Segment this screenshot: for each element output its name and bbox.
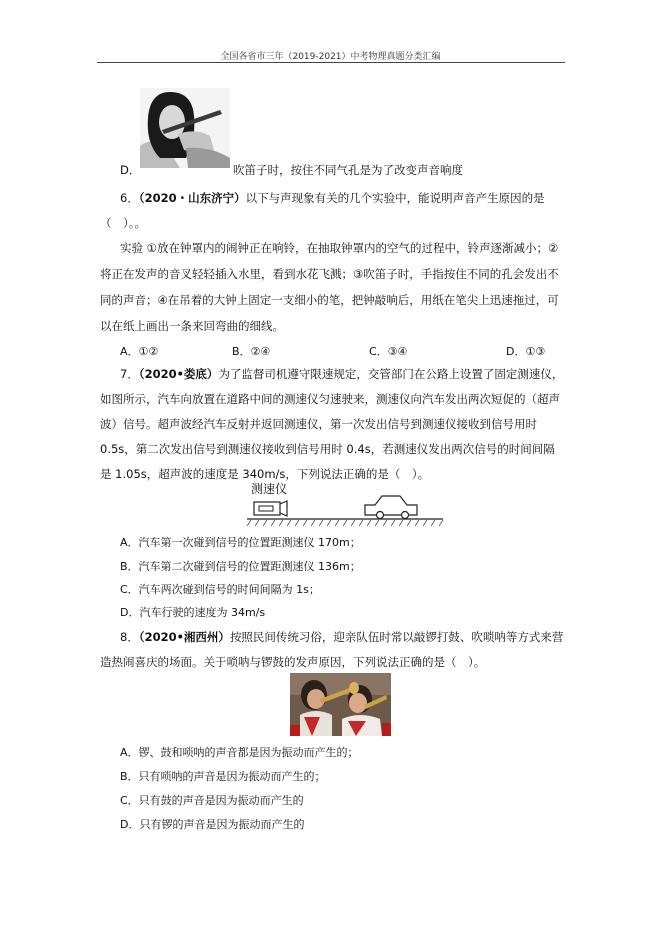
flute-player-photo <box>140 88 230 168</box>
q7-number: 7． <box>120 367 139 381</box>
q7-stem <box>120 364 563 384</box>
q8-line-1: 按照民间传统习俗，迎亲队伍时常以敲锣打鼓、吹唢呐等方式来营 <box>229 630 564 644</box>
q5-option-d-label: D． <box>120 163 141 177</box>
q6-option-a: A．①② <box>120 345 159 358</box>
q6-source: （2020・山东济宁） <box>138 191 246 205</box>
q7-option-c: C．汽车两次碰到信号的时间间隔为 1s； <box>120 583 320 596</box>
road-hatch <box>247 520 443 526</box>
q8-source: （2020•湘西州） <box>138 630 230 644</box>
q8-option-a: A．锣、鼓和唢呐的声音都是因为振动而产生的； <box>120 746 359 759</box>
q6-body-1: 实验 ①放在钟罩内的闹钟正在响铃，在抽取钟罩内的空气的过程中，铃声逐渐减小；② <box>120 241 559 255</box>
q6-option-c: C．③④ <box>369 345 408 358</box>
q7-option-b: B．汽车第二次碰到信号的位置距测速仪 136m； <box>120 560 361 573</box>
q7-source: （2020•娄底） <box>138 367 219 381</box>
q8-option-d: D．只有锣的声音是因为振动而产生的 <box>120 818 305 831</box>
q8-stem <box>120 627 563 647</box>
suona-players-photo <box>290 673 391 736</box>
q5-option-d-text: 吹笛子时，按住不同气孔是为了改变声音响度 <box>233 163 463 177</box>
q6-option-d: D．①③ <box>506 345 546 358</box>
q8-option-b: B．只有唢呐的声音是因为振动而产生的； <box>120 770 326 783</box>
q6-stem-2: （ ）。。 <box>100 216 146 230</box>
q7-line-4: 0.5s，第二次发出信号到测速仪接收到信号用时 0.4s，若测速仪发出两次信号的时间间隔 <box>100 442 555 456</box>
q6-stem <box>120 188 545 208</box>
q7-line-3: 波）信号。超声波经汽车反射并返回测速仪，第一次发出信号到测速仪接收到信号用时 <box>100 417 537 431</box>
car-icon <box>365 496 417 519</box>
q6-option-b: B．②④ <box>232 345 271 358</box>
header-divider <box>97 62 565 63</box>
q6-body-4: 以在纸上画出一条来回弯曲的细线。 <box>100 319 284 333</box>
q7-line-2: 如图所示，汽车向放置在道路中间的测速仪匀速驶来，测速仪向汽车发出两次短促的（超声 <box>100 392 560 406</box>
page-header: 全国各省市三年（2019-2021）中考物理真题分类汇编 <box>220 52 441 62</box>
q8-line-2: 造热闹喜庆的场面。关于唢呐与锣鼓的发声原因，下列说法正确的是（ ）。 <box>100 655 486 669</box>
q7-option-d: D．汽车行驶的速度为 34m/s <box>120 606 266 619</box>
q6-body-3: 同的声音；④在吊着的大钟上固定一支细小的笔，把钟敲响后，用纸在笔尖上迅速拖过，可 <box>100 293 559 307</box>
q7-option-a: A．汽车第一次碰到信号的位置距测速仪 170m； <box>120 536 361 549</box>
speed-meter-label: 测速仪 <box>251 482 288 496</box>
q6-stem-1: 以下与声现象有关的几个实验中，能说明声音产生原因的是 <box>245 191 545 205</box>
q6-body-2: 将正在发声的音叉轻轻插入水里，看到水花飞溅；③吹笛子时，手指按住不同的孔会发出不 <box>100 267 559 281</box>
speed-measurement-diagram <box>245 490 445 530</box>
speed-meter-device <box>254 501 287 516</box>
q8-number: 8． <box>120 630 139 644</box>
q6-number: 6． <box>120 191 139 205</box>
q8-option-c: C．只有鼓的声音是因为振动而产生的 <box>120 794 304 807</box>
q7-line-1: 为了监督司机遵守限速规定，交管部门在公路上设置了固定测速仪， <box>218 367 564 381</box>
q7-line-5: 是 1.05s，超声波的速度是 340m/s，下列说法正确的是（ ）。 <box>100 467 430 481</box>
